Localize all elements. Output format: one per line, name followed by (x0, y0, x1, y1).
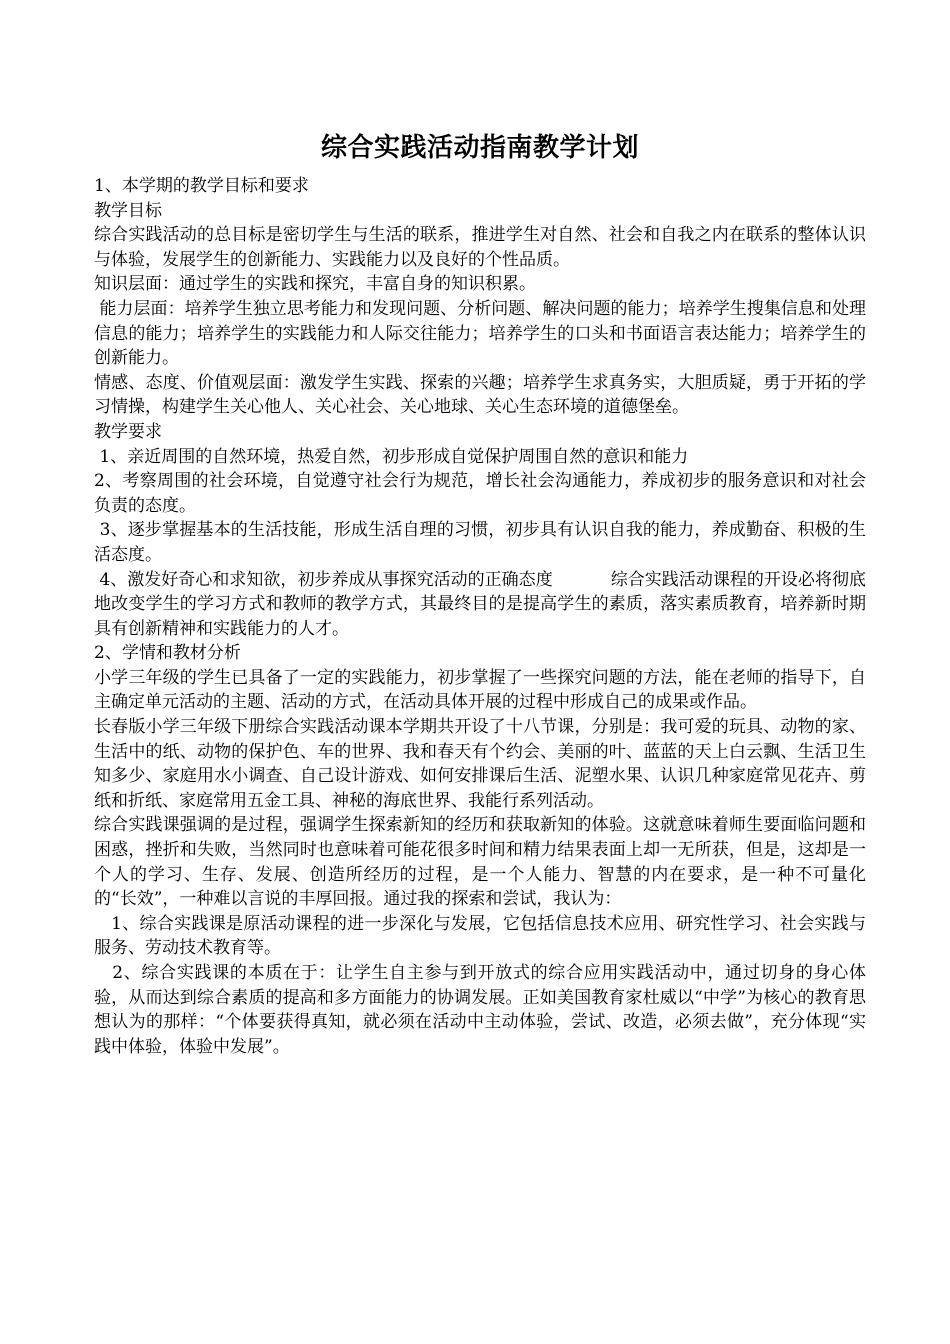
document-title: 综合实践活动指南教学计划 (320, 133, 639, 163)
paragraph-textbook-analysis: 长春版小学三年级下册综合实践活动课本学期共开设了十八节课，分别是：我可爱的玩具、动物的家、生活中的纸、动物的保护色、车的世界、我和春天有个约会、美丽的叶、蓝蓝的天上白云飘、生活卫生知多少、家庭用水小调查、自己设计游戏、如何安排课后生活、泥塑水果、认识几种家庭常见花卉、剪纸和折纸、家庭常用五金工具、神秘的海底世界、我能行系列活动。 (94, 717, 866, 811)
subheading-teaching-goals: 教学目标 (94, 200, 162, 221)
paragraph-insight-2: 2、综合实践课的本质在于：让学生自主参与到开放式的综合应用实践活动中，通过切身的身心体验，从而达到综合素质的提高和多方面能力的协调发展。正如美国教育家杜威以“中学”为核心的教育思想认为的那样：“个体要获得真知，就必须在活动中主动体验，尝试、改造，必须去做”，充分体现“实践中体验，体验中发展”。 (94, 963, 866, 1057)
section-heading-goals-requirements: 1、本学期的教学目标和要求 (94, 176, 309, 196)
requirement-item-3: 3、逐步掌握基本的生活技能，形成生活自理的习惯，初步具有认识自我的能力，养成勤奋、积极的生活态度。 (94, 520, 866, 565)
requirement-item-4: 4、激发好奇心和求知欲，初步养成从事探究活动的正确态度 (94, 569, 553, 590)
requirement-item-2: 2、考察周围的社会环境，自觉遵守社会行为规范，增长社会沟通能力，养成初步的服务意识和对社会负责的态度。 (94, 471, 866, 516)
paragraph-emotion-attitude-level: 情感、态度、价值观层面：激发学生实践、探索的兴趣；培养学生求真务实，大胆质疑，勇于开拓的学习情操，构建学生关心他人、关心社会、关心地球、关心生态环境的道德堡垒。 (94, 372, 866, 418)
paragraph-overall-goal: 综合实践活动的总目标是密切学生与生活的联系，推进学生对自然、社会和自我之内在联系的整体认识与体验，发展学生的创新能力、实践能力以及良好的个性品质。 (94, 225, 866, 270)
document-page (94, 130, 866, 1059)
paragraph-insight-1: 1、综合实践课是原活动课程的进一步深化与发展，它包括信息技术应用、研究性学习、社会实践与服务、劳动技术教育等。 (94, 913, 866, 959)
requirement-item-1: 1、亲近周围的自然环境，热爱自然，初步形成自觉保护周围自然的意识和能力 (94, 446, 689, 467)
paragraph-ability-level: 能力层面：培养学生独立思考能力和发现问题、分析问题、解决问题的能力；培养学生搜集信息和处理信息的能力；培养学生的实践能力和人际交往能力；培养学生的口头和书面语言表达能力；培养学生的创新能力。 (94, 298, 867, 369)
paragraph-course-significance: 综合实践活动课程的开设必将彻底地改变学生的学习方式和教师的教学方式，其最终目的是提高学生的素质，落实素质教育，培养新时期具有创新精神和实践能力的人才。 (94, 569, 866, 639)
section-heading-analysis: 2、学情和教材分析 (94, 643, 241, 664)
paragraph-process-emphasis: 综合实践课强调的是过程，强调学生探索新知的经历和获取新知的体验。这就意味着师生要面临问题和困惑，挫折和失败，当然同时也意味着可能花很多时间和精力结果表面上却一无所获，但是，这却是一个人的学习、生存、发展、创造所经历的过程，是一个人能力、智慧的内在要求，是一种不可量化的“长效”，一种难以言说的丰厚回报。通过我的探索和尝试，我认为： (94, 815, 866, 910)
paragraph-student-analysis: 小学三年级的学生已具备了一定的实践能力，初步掌握了一些探究问题的方法，能在老师的指导下，自主确定单元活动的主题、活动的方式，在活动具体开展的过程中形成自己的成果或作品。 (94, 667, 866, 713)
paragraph-knowledge-level: 知识层面：通过学生的实践和探究，丰富自身的知识积累。 (94, 274, 536, 295)
requirement-item-4-paragraph (94, 568, 866, 642)
subheading-teaching-requirements: 教学要求 (94, 421, 162, 442)
